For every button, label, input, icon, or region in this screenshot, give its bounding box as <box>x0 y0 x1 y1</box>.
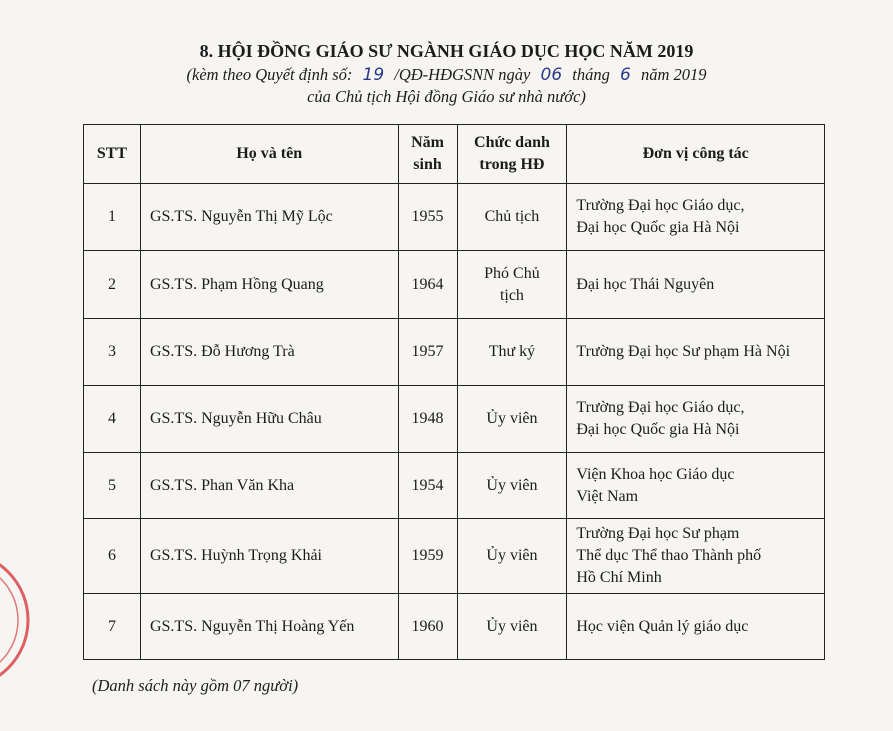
cell-role-line-2: tịch <box>499 286 524 304</box>
subtitle-mid-3: năm 2019 <box>640 65 707 84</box>
cell-unit <box>567 251 825 319</box>
cell-stt: 1 <box>84 184 141 251</box>
cell-name: GS.TS. Đỗ Hương Trà <box>140 319 398 386</box>
cell-birth-year: 1964 <box>398 251 457 319</box>
cell-unit <box>567 184 825 251</box>
cell-role-line-1: Ủy viên <box>486 617 538 635</box>
cell-role <box>457 453 567 519</box>
cell-name: GS.TS. Nguyễn Hữu Châu <box>140 386 398 453</box>
subtitle-mid-1: /QĐ-HĐGSNN ngày <box>394 65 531 84</box>
cell-role-line-1: Chủ tịch <box>484 208 540 225</box>
cell-stt: 5 <box>84 453 141 519</box>
decision-day: 06 <box>540 65 563 85</box>
cell-stt: 7 <box>84 594 141 660</box>
council-members-table <box>83 124 825 660</box>
cell-unit-line-2: Đại học Quốc gia Hà Nội <box>576 219 740 236</box>
cell-unit-line-1: Đại học Thái Nguyên <box>576 275 715 293</box>
document-subtitle <box>0 64 893 108</box>
cell-unit-line-1: Học viện Quản lý giáo dục <box>576 617 749 635</box>
document-title: 8. HỘI ĐỒNG GIÁO SƯ NGÀNH GIÁO DỤC HỌC NĂM 2019 <box>199 41 694 61</box>
table-row <box>84 594 825 660</box>
decision-number: 19 <box>362 65 385 85</box>
cell-birth-year: 1954 <box>398 453 457 519</box>
cell-stt: 3 <box>84 319 141 386</box>
cell-birth-year: 1960 <box>398 594 457 660</box>
header-birth-year-line-1: Năm <box>411 134 444 151</box>
table-row <box>84 453 825 519</box>
subtitle-prefix: (kèm theo Quyết định số: <box>186 65 353 84</box>
cell-role <box>457 319 567 386</box>
table-row <box>84 319 825 386</box>
cell-unit <box>567 453 825 519</box>
cell-role <box>457 519 567 594</box>
decision-month: 6 <box>620 65 631 85</box>
cell-unit-line-2: Đại học Quốc gia Hà Nội <box>576 421 740 438</box>
cell-role-line-1: Ủy viên <box>486 547 538 564</box>
header-role-line-1: Chức danh <box>474 134 550 151</box>
footer-note: (Danh sách này gồm 07 người) <box>92 676 299 695</box>
cell-role-line-1: Thư ký <box>488 343 536 360</box>
header-role-line-2: trong HĐ <box>479 156 545 173</box>
cell-unit <box>567 594 825 660</box>
header-unit: Đơn vị công tác <box>567 125 825 184</box>
cell-unit <box>567 519 825 594</box>
cell-birth-year: 1948 <box>398 386 457 453</box>
header-birth-year-line-2: sinh <box>413 156 442 173</box>
cell-unit-line-2: Thể dục Thể thao Thành phố <box>576 547 762 564</box>
cell-stt: 6 <box>84 519 141 594</box>
cell-name: GS.TS. Phan Văn Kha <box>140 453 398 519</box>
cell-role <box>457 251 567 319</box>
cell-role <box>457 184 567 251</box>
cell-role-line-1: Phó Chủ <box>484 264 540 282</box>
header-role <box>457 125 567 184</box>
cell-name: GS.TS. Phạm Hồng Quang <box>140 251 398 319</box>
cell-unit-line-1: Trường Đại học Giáo dục, <box>576 399 745 416</box>
cell-birth-year: 1955 <box>398 184 457 251</box>
cell-name: GS.TS. Huỳnh Trọng Khải <box>140 519 398 594</box>
table-row <box>84 386 825 453</box>
header-birth-year <box>398 125 457 184</box>
table-header-row <box>84 125 825 184</box>
cell-name: GS.TS. Nguyễn Thị Mỹ Lộc <box>140 184 398 251</box>
red-seal-stamp <box>0 545 32 695</box>
cell-birth-year: 1957 <box>398 319 457 386</box>
cell-unit-line-1: Viện Khoa học Giáo dục <box>576 465 735 483</box>
cell-role-line-1: Ủy viên <box>486 476 538 494</box>
cell-unit-line-1: Trường Đại học Sư phạm <box>576 525 740 542</box>
header-name: Họ và tên <box>140 125 398 184</box>
cell-unit <box>567 386 825 453</box>
subtitle-mid-2: tháng <box>572 65 610 84</box>
cell-birth-year: 1959 <box>398 519 457 594</box>
header-stt: STT <box>84 125 141 184</box>
cell-unit-line-1: Trường Đại học Sư phạm Hà Nội <box>576 343 791 360</box>
subtitle-line-2: của Chủ tịch Hội đồng Giáo sư nhà nước) <box>307 87 586 106</box>
table-row <box>84 184 825 251</box>
cell-unit-line-2: Việt Nam <box>576 487 639 505</box>
table-row <box>84 519 825 594</box>
cell-role <box>457 594 567 660</box>
cell-unit-line-1: Trường Đại học Giáo dục, <box>576 197 745 214</box>
cell-stt: 4 <box>84 386 141 453</box>
cell-role-line-1: Ủy viên <box>486 410 538 427</box>
cell-unit <box>567 319 825 386</box>
table-row <box>84 251 825 319</box>
subtitle-line-1 <box>0 64 893 86</box>
cell-role <box>457 386 567 453</box>
cell-unit-line-3: Hồ Chí Minh <box>576 569 662 586</box>
cell-name: GS.TS. Nguyễn Thị Hoàng Yến <box>140 594 398 660</box>
cell-stt: 2 <box>84 251 141 319</box>
